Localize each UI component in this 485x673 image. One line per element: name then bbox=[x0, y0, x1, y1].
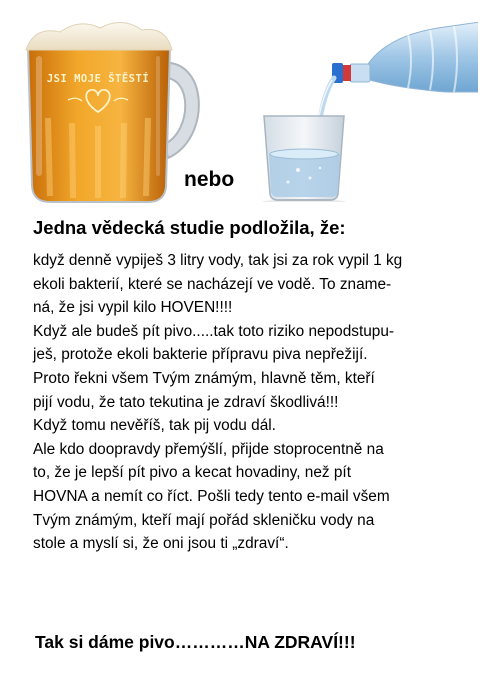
body-line: stole a myslí si, že oni jsou ti „zdraví“. bbox=[33, 535, 289, 553]
body-text bbox=[33, 249, 475, 556]
beer-mug-icon bbox=[20, 8, 210, 208]
water-bottle-glass-icon bbox=[258, 22, 478, 202]
closing-line: Tak si dáme pivo…………NA ZDRAVÍ!!! bbox=[35, 632, 356, 652]
body-line: pijí vodu, že tato tekutina je zdraví škodlivá!!! bbox=[33, 393, 339, 411]
body-line: Proto řekni všem Tvým známým, hlavně těm, kteří bbox=[33, 369, 375, 387]
body-line: Tvým známým, kteří mají pořád skleničku vody na bbox=[33, 511, 375, 529]
heading: Jedna vědecká studie podložila, že: bbox=[33, 217, 346, 238]
body-line: to, že je lepší pít pivo a kecat hovadiny, než pít bbox=[33, 464, 351, 482]
body-line: HOVNA a nemít co říct. Pošli tedy tento e-mail všem bbox=[33, 487, 390, 505]
body-line: Když tomu nevěříš, tak pij vodu dál. bbox=[33, 417, 276, 435]
body-line: ješ, protože ekoli bakterie přípravu piva nepřežijí. bbox=[33, 346, 368, 364]
body-line: Ale kdo doopravdy přemýšlí, přijde stoprocentně na bbox=[33, 440, 384, 458]
body-line: ná, že jsi vypil kilo HOVEN!!!! bbox=[33, 299, 233, 317]
body-line: když denně vypiješ 3 litry vody, tak jsi za rok vypil 1 kg bbox=[33, 252, 403, 269]
nebo-label: nebo bbox=[184, 168, 235, 191]
body-line: ekoli bakterií, které se nacházejí ve vodě. To zname- bbox=[33, 275, 392, 293]
body-line: Když ale budeš pít pivo.....tak toto riziko nepodstupu- bbox=[33, 322, 395, 340]
mug-engraving: JSI MOJE ŠTĚSTÍ bbox=[46, 73, 150, 85]
